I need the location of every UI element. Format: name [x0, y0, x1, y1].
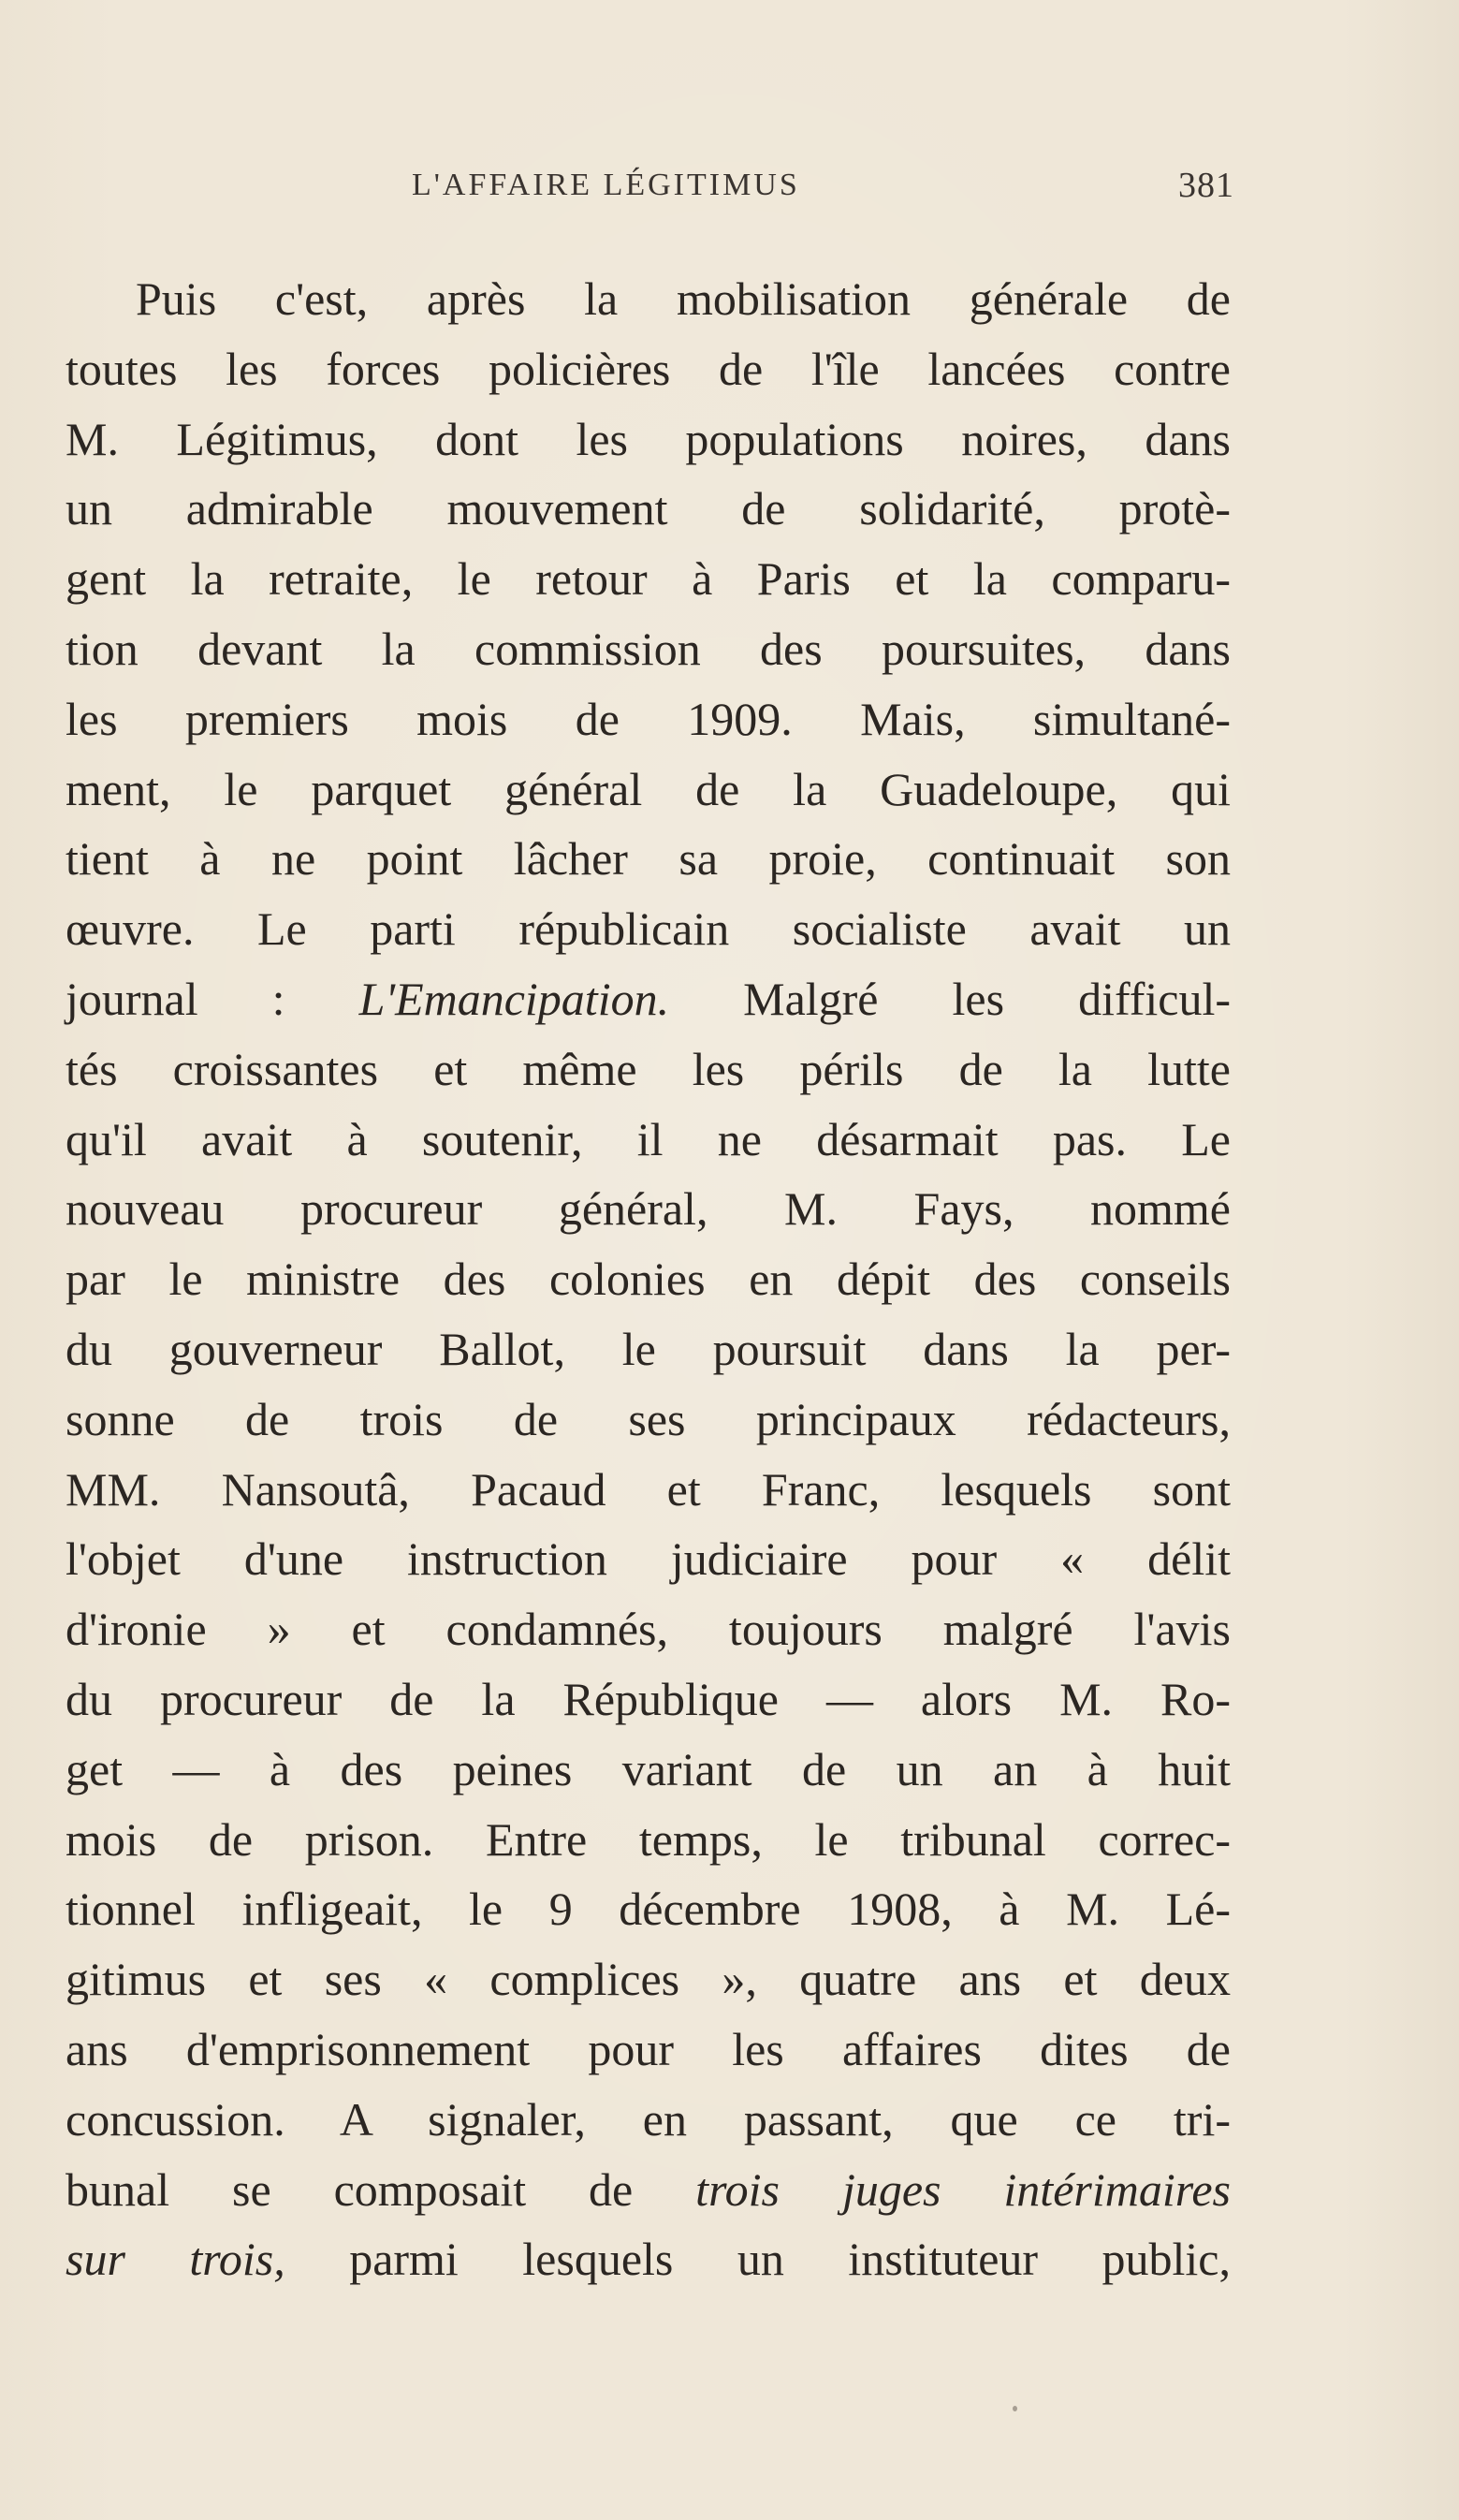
text-line: du procureur de la République — alors M. Ro-	[66, 1672, 1231, 1725]
text-line	[66, 964, 1231, 1034]
text-fragment: Malgré les difficul-	[669, 972, 1231, 1025]
text-line: mois de prison. Entre temps, le tribunal correc-	[66, 1812, 1231, 1866]
text-line: les premiers mois de 1909. Mais, simultané-	[66, 692, 1231, 745]
italic-emphasis: sur trois,	[66, 2233, 285, 2286]
body-paragraph	[66, 264, 1231, 2294]
text-line: concussion. A signaler, en passant, que ce tri-	[66, 2092, 1231, 2146]
text-line: qu'il avait à soutenir, il ne désarmait pas. Le	[66, 1112, 1231, 1165]
text-line: un admirable mouvement de solidarité, protè-	[66, 482, 1231, 535]
italic-emphasis: trois juges intérimaires	[695, 2162, 1231, 2216]
text-line: ment, le parquet général de la Guadeloupe, qui	[66, 762, 1231, 815]
text-line: MM. Nansoutâ, Pacaud et Franc, lesquels sont	[66, 1462, 1231, 1516]
text-line: tient à ne point lâcher sa proie, continuait son	[66, 832, 1231, 886]
text-line: toutes les forces policières de l'île lancées contre	[66, 342, 1231, 395]
text-line: ans d'emprisonnement pour les affaires dites de	[66, 2022, 1231, 2075]
text-line: gitimus et ses « complices », quatre ans et deux	[66, 1953, 1231, 2006]
text-line: gent la retraite, le retour à Paris et la comparu-	[66, 552, 1231, 606]
page-header	[412, 157, 1234, 213]
text-line: tés croissantes et même les périls de la lutte	[66, 1042, 1231, 1095]
text-line: sonne de trois de ses principaux rédacteurs,	[66, 1392, 1231, 1445]
text-line	[66, 2224, 1231, 2294]
text-fragment: journal :	[66, 972, 359, 1025]
text-line: du gouverneur Ballot, le poursuit dans la per-	[66, 1322, 1231, 1375]
paper-speck	[1013, 2406, 1017, 2411]
text-line: tion devant la commission des poursuites, dans	[66, 622, 1231, 675]
running-title: L'AFFAIRE LÉGITIMUS	[412, 168, 800, 202]
text-fragment: bunal se composait de	[66, 2162, 696, 2216]
text-line: tionnel infligeait, le 9 décembre 1908, à M. Lé-	[66, 1883, 1231, 1936]
text-fragment: parmi lesquels un instituteur public,	[285, 2233, 1231, 2286]
text-line: l'objet d'une instruction judiciaire pour « délit	[66, 1532, 1231, 1586]
text-line	[66, 2155, 1231, 2225]
page-number: 381	[1178, 166, 1234, 205]
journal-title: L'Emancipation.	[358, 972, 670, 1025]
text-line: M. Légitimus, dont les populations noires, dans	[66, 412, 1231, 465]
text-line: par le ministre des colonies en dépit des conseils	[66, 1253, 1231, 1306]
text-line: Puis c'est, après la mobilisation générale de	[136, 272, 1231, 325]
text-line: œuvre. Le parti républicain socialiste avait un	[66, 902, 1231, 956]
text-line: get — à des peines variant de un an à huit	[66, 1742, 1231, 1795]
text-line: d'ironie » et condamnés, toujours malgré l'avis	[66, 1603, 1231, 1656]
text-line: nouveau procureur général, M. Fays, nommé	[66, 1182, 1231, 1236]
